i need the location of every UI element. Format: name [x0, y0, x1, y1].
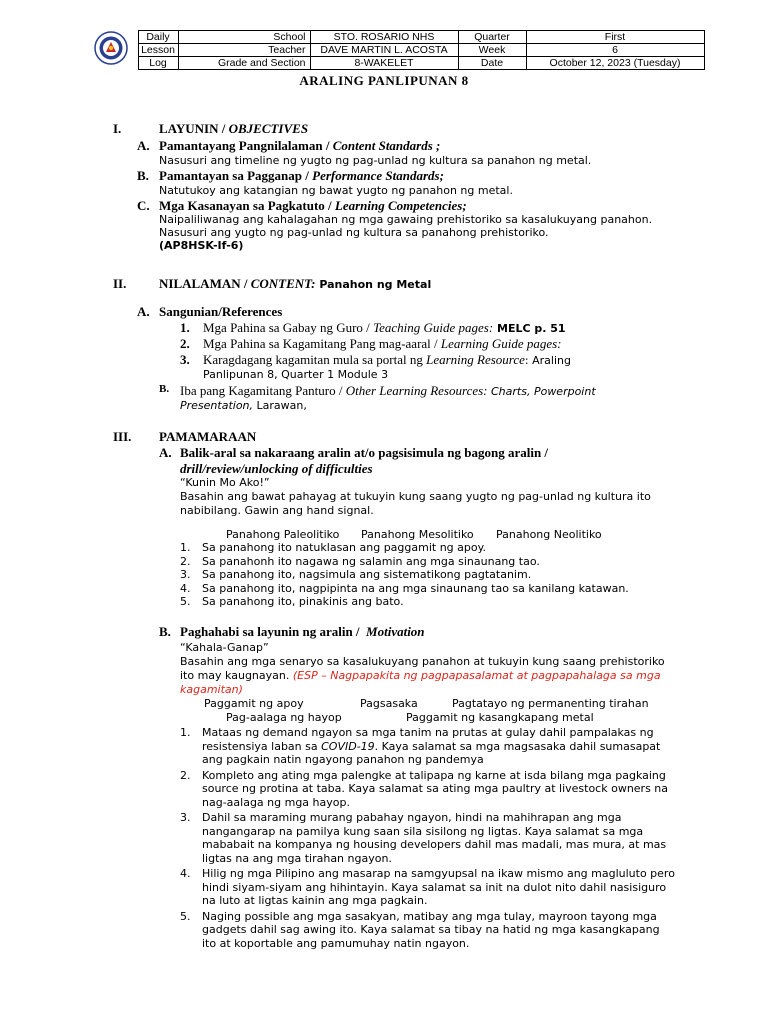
section-heading: PAMAMARAAN	[159, 429, 257, 444]
document-title: ARALING PANLIPUNAN 8	[299, 73, 469, 88]
item-number: 2.	[180, 768, 191, 782]
section-number: III.	[113, 429, 132, 444]
header-value: 8-WAKELET	[310, 57, 458, 70]
item-text: mababait na kompanya ng housing developers dahil mas madali, mas mura, at mas	[202, 838, 667, 851]
item-number: 3.	[180, 568, 191, 581]
choice-label: Paggamit ng kasangkapang metal	[406, 711, 594, 724]
subsection-text: Mga Kasanayan sa Pagkatuto /	[159, 198, 335, 213]
activity-instruction	[180, 669, 661, 682]
other-resources-line2	[180, 399, 307, 412]
reference-item	[203, 336, 562, 352]
reference-italic: Teaching Guide pages:	[373, 320, 494, 335]
item-text: source ng protina at taba. Kaya salamat sa ating mga paultry at livestock owners na	[202, 782, 669, 795]
drill-list	[180, 541, 680, 609]
resources-italic: Other Learning Resources:	[345, 383, 488, 398]
subsection-text: Pamantayang Pangnilalaman /	[159, 138, 333, 153]
activity-title: “Kahala-Ganap”	[180, 641, 269, 654]
item-text-italic: COVID-19	[321, 739, 375, 753]
dll-word: Lesson	[138, 44, 178, 57]
item-text: gadgets dahil sag awing ito. Kaya salamat sa tibay na hatid ng mga kasangkapang	[202, 923, 660, 936]
item-text: hindi siyam-siyam ang hihintayin. Kaya salamat sa init na dulot nito dahil nasisiguro	[202, 880, 667, 894]
reference-number: 2.	[180, 336, 190, 351]
item-text: nag-aalaga ng mga hayop.	[202, 795, 350, 809]
subsection-heading: Sangunian/References	[159, 304, 283, 319]
dll-word: Log	[138, 57, 178, 70]
subsection-heading	[159, 168, 444, 184]
reference-italic: Learning Guide pages:	[440, 336, 562, 351]
header-label: Week	[458, 44, 526, 57]
item-number: 4.	[180, 581, 191, 595]
list-item	[180, 555, 680, 569]
list-item	[180, 910, 680, 951]
item-number: 5.	[180, 595, 191, 608]
item-text: Sa panahonh ito nagawa ng salamin ang mga sinaunang tao.	[202, 554, 540, 568]
reference-item	[203, 320, 566, 336]
subsection-letter: B.	[159, 383, 170, 395]
subsection-italic: Performance Standards;	[312, 168, 444, 183]
subsection-letter: C.	[137, 198, 150, 213]
item-text: ang pagkain natin ngayong panahon ng pandemya	[202, 753, 484, 766]
item-text: Kompleto ang ating mga palengke at talipapa ng karne at isda bilang mga pagkaing	[202, 768, 666, 782]
item-text: Sa panahong ito, nagsimula ang sistematikong pagtatanim.	[202, 568, 532, 581]
reference-item	[203, 352, 571, 368]
item-number: 2.	[180, 554, 191, 568]
instruction-text: ito may kaugnayan.	[180, 669, 293, 682]
reference-line2: Panlipunan 8, Quarter 1 Module 3	[203, 368, 389, 381]
list-item	[180, 541, 680, 555]
choice-label: Pag-aalaga ng hayop	[226, 711, 342, 724]
list-item	[180, 811, 680, 865]
activity-instruction: Basahin ang mga senaryo sa kasalukuyang panahon at tukuyin kung saang prehistoriko	[180, 655, 665, 668]
header-label: School	[178, 31, 310, 44]
item-text	[202, 740, 680, 754]
item-text: nangangarap na pamilya kung saan sila sisilong ng ligtas. Kaya salamat sa mga	[202, 824, 644, 838]
subsection-italic: Motivation	[366, 624, 425, 639]
item-text: ligtas na ang mga tirahan ngayon.	[202, 851, 392, 865]
header-row	[88, 57, 704, 70]
choice-label: Panahong Mesolitiko	[361, 528, 474, 541]
reference-text: Karagdagang kagamitan mula sa portal ng	[203, 352, 427, 367]
subsection-italic: Content Standards ;	[332, 138, 441, 153]
header-label: Date	[458, 57, 526, 70]
item-text: ito at koportable ang pamumuhay natin ngayon.	[202, 936, 470, 950]
header-table	[88, 30, 705, 70]
choice-label: Panahong Neolitiko	[496, 528, 602, 541]
item-text-part: . Kaya salamat sa mga magsasaka dahil sumasapat	[374, 739, 661, 753]
dll-word: Daily	[138, 31, 178, 44]
subsection-letter: B.	[137, 168, 149, 183]
item-text-part: resistensiya laban sa	[202, 739, 322, 753]
header-row	[88, 31, 704, 44]
reference-tail: : Araling	[524, 354, 571, 367]
topic-text: Panahon ng Metal	[315, 278, 432, 291]
heading-text: NILALAMAN /	[159, 276, 251, 291]
list-item	[180, 582, 680, 596]
esp-note: kagamitan)	[180, 683, 243, 696]
subsection-letter: A.	[159, 445, 172, 460]
item-text: Sa panahong ito, nagpipinta na ang mga sinaunang tao sa kanilang katawan.	[202, 581, 629, 595]
item-number: 5.	[180, 909, 191, 923]
competency-text: Naipaliliwanag ang kahalagahan ng mga gawaing prehistoriko sa kasalukuyang panahon.	[159, 213, 653, 226]
choice-label: Paggamit ng apoy	[204, 697, 304, 710]
item-number: 1.	[180, 726, 191, 739]
reference-number: 3.	[180, 352, 190, 367]
choice-label: Pagtatayo ng permanenting tirahan	[452, 697, 649, 710]
list-item	[180, 769, 680, 810]
header-value: October 12, 2023 (Tuesday)	[526, 57, 704, 70]
subsection-letter: B.	[159, 624, 171, 639]
heading-text: LAYUNIN /	[159, 121, 229, 136]
reference-text: Mga Pahina sa Kagamitang Pang mag-aaral /	[203, 336, 441, 351]
item-number: 4.	[180, 867, 191, 880]
resources-text: Larawan,	[253, 399, 307, 412]
performance-standard-text: Natutukoy ang katangian ng bawat yugto ng panahon ng metal.	[159, 184, 513, 197]
header-value: STO. ROSARIO NHS	[310, 31, 458, 44]
list-item	[180, 726, 680, 767]
header-label: Quarter	[458, 31, 526, 44]
item-text: na luto at ligtas kainin ang mga pagkain.	[202, 894, 428, 907]
reference-tail: MELC p. 51	[493, 322, 566, 335]
heading-italic: CONTENT:	[250, 276, 316, 291]
motivation-list	[180, 726, 680, 950]
item-text: Dahil sa maraming murang pabahay ngayon, hindi na mahihrapan ang mga	[202, 811, 622, 824]
subsection-heading: Balik-aral sa nakaraang aralin at/o pagsisimula ng bagong aralin /	[180, 445, 549, 460]
item-number: 1.	[180, 541, 191, 554]
seal-cell	[88, 57, 138, 70]
item-text: Naging possible ang mga sasakyan, matibay ang mga tulay, mayroon tayong mga	[202, 909, 657, 923]
section-heading	[159, 121, 308, 137]
other-resources	[180, 383, 596, 399]
choice-label: Panahong Paleolitiko	[226, 528, 340, 541]
item-text: Mataas ng demand ngayon sa mga tanim na prutas at gulay dahil pampalakas ng	[202, 726, 654, 739]
header-row	[88, 44, 704, 57]
section-number: I.	[113, 121, 122, 136]
resources-tail: Charts, Powerpoint	[487, 385, 596, 398]
content-standard-text: Nasusuri ang timeline ng yugto ng pag-unlad ng kultura sa panahon ng metal.	[159, 154, 592, 167]
header-label: Grade and Section	[178, 57, 310, 70]
subsection-text: Paghahabi sa layunin ng aralin /	[180, 624, 367, 639]
subsection-italic: Learning Competencies;	[334, 198, 467, 213]
subsection-letter: A.	[137, 304, 150, 319]
seal-cell	[88, 31, 138, 44]
subsection-text: Pamantayan sa Pagganap /	[159, 168, 313, 183]
item-text: Sa panahong ito natuklasan ang paggamit ng apoy.	[202, 541, 487, 554]
choice-label: Pagsasaka	[360, 697, 418, 710]
subsection-heading	[180, 624, 425, 640]
header-value: DAVE MARTIN L. ACOSTA	[310, 44, 458, 57]
header-value: 6	[526, 44, 704, 57]
heading-italic: OBJECTIVES	[228, 121, 309, 136]
list-item	[180, 867, 680, 908]
item-text: Sa panahong ito, pinakinis ang bato.	[202, 595, 404, 608]
activity-instruction: Basahin ang bawat pahayag at tukuyin kung saang yugto ng pag-unlad ng kultura ito	[180, 490, 651, 503]
reference-text: Mga Pahina sa Gabay ng Guro /	[203, 320, 374, 335]
subsection-heading-italic: drill/review/unlocking of difficulties	[180, 461, 373, 476]
competency-code: (AP8HSK-If-6)	[159, 239, 244, 252]
resources-italic: Presentation,	[180, 399, 254, 412]
activity-title: “Kunin Mo Ako!”	[180, 476, 270, 489]
competency-text: Nasusuri ang yugto ng pag-unlad ng kultura sa panahong prehistoriko.	[159, 226, 549, 239]
subsection-heading	[159, 138, 440, 154]
activity-instruction: nabibilang. Gawin ang hand signal.	[180, 504, 374, 517]
subsection-heading	[159, 198, 467, 214]
resources-text: Iba pang Kagamitang Panturo /	[180, 383, 346, 398]
header-value: First	[526, 31, 704, 44]
reference-italic: Learning Resource	[426, 352, 525, 367]
list-item	[180, 595, 680, 609]
reference-number: 1.	[180, 320, 190, 335]
item-text: Hilig ng mga Pilipino ang masarap na samgyupsal na ikaw mismo ang magluluto pero	[202, 867, 675, 880]
section-heading	[159, 276, 431, 292]
header-label: Teacher	[178, 44, 310, 57]
subsection-letter: A.	[137, 138, 150, 153]
esp-note: (ESP – Nagpapakita ng pagpapasalamat at pagpapahalaga sa mga	[292, 669, 661, 682]
section-number: II.	[113, 276, 127, 291]
seal-cell	[88, 44, 138, 57]
list-item	[180, 568, 680, 582]
item-number: 3.	[180, 811, 191, 824]
